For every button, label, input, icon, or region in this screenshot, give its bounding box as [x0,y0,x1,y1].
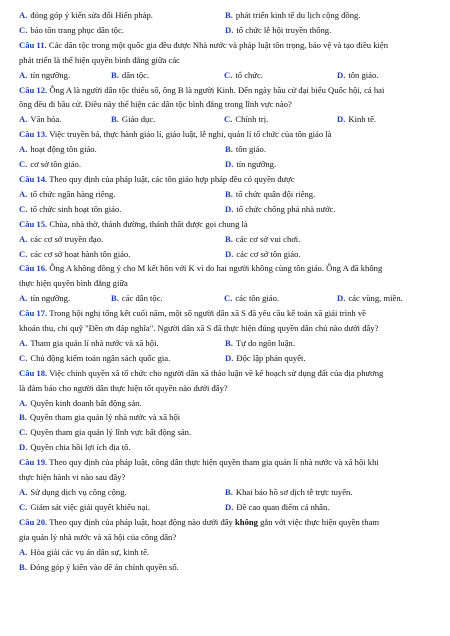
option-row [19,23,431,38]
option-a: A. tín ngưỡng. [19,293,71,304]
options-row [19,112,431,127]
option-d: D. Quyền chia hồi lợi ích địa tô. [19,442,131,453]
options-row [19,68,431,83]
option-c: C. Chủ động kiểm toán ngân sách quốc gia. [19,352,171,363]
option-a: A. Sử dụng dịch vụ công cộng. [19,487,127,497]
option-b: B. Giáo dục. [111,114,156,125]
question-stem-cont: ông đều đi bầu cử. Điều này thể hiện các dân tộc bình đẳng trong lĩnh vực nào? [19,99,292,110]
option-a: A. Quyền kinh doanh bất động sản. [19,397,142,408]
option-b: B. dân tộc. [111,69,150,80]
question-stem-cont: phát triển là thể hiện quyền bình đẳng giữa các [19,54,180,65]
option-a: A. đóng góp ý kiến sửa đổi Hiến pháp. [19,10,153,20]
options-row [19,485,431,500]
option-a: A. tổ chức ngân hàng riêng. [19,188,116,199]
question-stem: Câu 11. Các dân tộc trong một quốc gia đều được Nhà nước và pháp luật tôn trọng, bảo vệ và tạo điều kiện [19,39,389,50]
option-a: A. hoạt động tôn giáo. [19,144,97,155]
question-19 [19,455,431,515]
question-stem-cont: gia quản lý nhà nước và xã hội của công dân? [19,531,177,542]
option-d: D. Độc lập phán quyết. [225,352,306,363]
option-d: D. tôn giáo. [337,69,379,80]
option-c: C. Giám sát việc giải quyết khiếu nại. [19,501,150,512]
options-row [19,247,431,262]
option-a: A. tín ngưỡng. [19,69,71,80]
top-options [19,8,431,38]
option-d: D. tín ngưỡng. [225,159,277,170]
option-a: A. Hòa giải các vụ án dân sự, kinh tế. [19,546,150,557]
option-a: A. Tham gia quản lí nhà nước và xã hội. [19,337,159,348]
question-18 [19,366,431,455]
option-b: B. các cơ sở vui chơi. [225,233,301,244]
question-stem: Câu 17. Trong hội nghị tổng kết cuối năm, một số người dân xã S đã yêu cầu kế toán xã giải trình về [19,308,366,319]
option-b: B. Đóng góp ý kiến vào dề án chính quyền số. [19,561,179,572]
option-c: C. cơ sở tôn giáo. [19,159,81,170]
option-d: D. tổ chức chống phá nhà nước. [225,203,336,214]
question-stem: Câu 12. Ông A là người dân tộc thiểu số, ông B là người Kinh. Đến ngày bầu cử đại biểu Quốc hội, cả hai [19,84,385,95]
question-stem-cont: khoản thu, chi quỹ "Đền ơn đáp nghĩa". Người dân xã S đã thực hiện đúng quyền dân chủ nào dưới đây? [19,323,379,334]
option-c: C. Quyền tham gia quản lý lĩnh vực bất động sản. [19,427,192,438]
question-13 [19,127,431,172]
question-15 [19,217,431,262]
question-stem-cont: thực hiện quyền bình đẳng giữa [19,278,128,289]
option-c: C. các cơ sở hoạt hành tôn giáo. [19,248,131,259]
question-stem: Câu 16. Ông A không đồng ý cho M kết hôn với K vì do hai người không cùng tôn giáo. Ông A đã không [19,263,383,274]
question-stem-cont: là đảm bảo cho người dân thực hiện tốt quyền nào dưới đây? [19,382,228,393]
options-row [19,232,431,247]
question-17 [19,306,431,366]
question-stem-cont: thực hiện hành vi nào sau đây? [19,472,126,483]
option-b: B. tôn giáo. [225,144,266,155]
options-row [19,157,431,172]
question-stem: Câu 15. Chùa, nhà thờ, thánh đường, thánh thất được gọi chung là [19,218,248,229]
question-12 [19,83,431,128]
option-b: B. Quyền tham gia quản lý nhà nước và xã hội [19,412,181,423]
options-row [19,291,431,306]
options-row [19,202,431,217]
question-20 [19,515,431,575]
options-row [19,351,431,366]
option-b: B. Khai báo hồ sơ dịch tễ trực tuyến. [225,487,353,497]
options-row [19,336,431,351]
option-b: B. phát triển kinh tế du lịch cộng đồng. [225,10,361,20]
option-d: D. Kinh tế. [337,114,377,125]
option-c: C. Chính trị. [224,114,269,125]
option-d: D. các cơ sở tôn giáo. [225,248,301,259]
question-16 [19,261,431,306]
keyword-khong: không [235,516,258,527]
options-row [19,500,431,515]
options-row [19,142,431,157]
question-11 [19,38,431,83]
question-stem: Câu 19. Theo quy định của pháp luật, công dân thực hiện quyền tham gia quản lí nhà nước và xã hội khi [19,457,379,468]
question-14 [19,172,431,217]
options-row [19,187,431,202]
option-d: D. tổ chức lễ hội truyền thống. [225,24,332,35]
option-c: C. các tôn giáo. [224,293,280,304]
question-stem: Câu 20. Theo quy định của pháp luật, hoạt động nào dưới đây không gắn với việc thực hiện quyền tham [19,516,380,527]
option-d: D. các vùng, miền. [337,293,403,304]
question-stem: Câu 18. Việc chính quyền xã tổ chức cho người dân xã thảo luận về kế hoạch sử dụng đất của địa phương [19,367,384,378]
option-b: B. các dân tộc. [111,293,163,304]
question-stem: Câu 13. Việc truyền bá, thực hành giáo lí, giáo luật, lễ nghi, quản lí tổ chức của tôn giáo là [19,129,332,140]
option-c: C. bảo tồn trang phục dân tộc. [19,24,124,35]
question-stem: Câu 14. Theo quy định của pháp luật, các tôn giáo hợp pháp đều có quyền được [19,173,295,184]
option-b: B. tổ chức quân đội riêng. [225,188,316,199]
option-c: C. tổ chức sinh hoạt tôn giáo. [19,203,122,214]
option-a: A. Văn hóa. [19,114,62,125]
option-a: A. các cơ sở truyền đạo. [19,233,104,244]
option-d: D. Đề cao quan điểm cá nhân. [225,501,330,512]
option-c: C. tổ chức. [224,69,263,80]
option-b: B. Tự do ngôn luận. [225,337,295,348]
option-row [19,8,431,23]
